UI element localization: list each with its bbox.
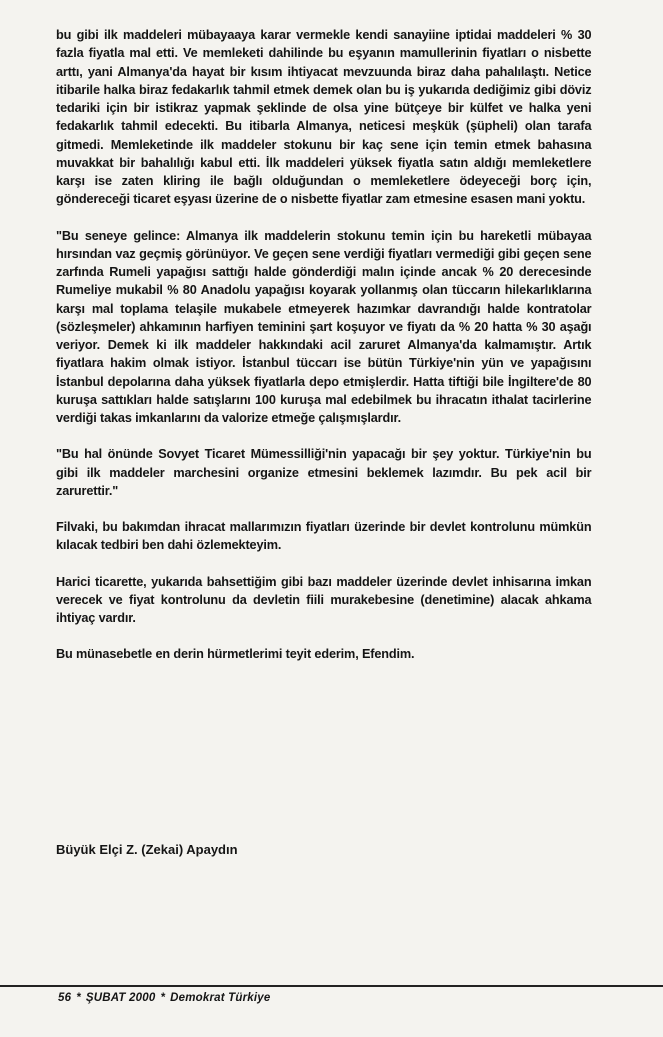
issue-date: ŞUBAT 2000: [85, 992, 156, 1004]
paragraph-6: Bu münasebetle en derin hürmetlerimi teyit ederim, Efendim.: [56, 646, 415, 662]
paragraph-4: Filvaki, bu bakımdan ihracat mallarımızın fiyatları üzerinde bir devlet kontrolunu mümkün kılacak tedbiri ben dahi özlemekteyim.: [56, 519, 592, 553]
page-footer: [58, 992, 270, 1004]
article-body: [56, 26, 591, 674]
paragraph-2: "Bu seneye gelince: Almanya ilk maddelerin stokunu temin için bu hareketli mübayaa hırsından vaz geçmiş görünüyor. Ve geçen sene verdiği fiyatları vermediği gibi geçen sene zarfında Rumeli yapağısı sattığı halde gönderdiği malın içinde ancak % 20 derecesinde Rumeliye mukabil % 80 Anadolu yapağısı koyarak yollanmış olan tüccarın hilekarlıklarına karşı mal toplama telaşile mukabele etmeyerek hazımkar davrandığı halde kontratolar (sözleşmeler) ahkamının harfiyen teminini şart koşuyor ve fiyatı da % 20 hatta % 30 aşağı veriyor. Demek ki ilk maddeler hakkındaki acil zaruret Almanya'da kalmamıştır. Artık fiyatlara hakim olmak istiyor. İstanbul tüccarı ise bütün Türkiye'nin yün ve yapağısını İstanbul depolarına daha yüksek fiyatlarla depo etmişlerdir. Hatta tiftiği bile İngiltere'de 80 kuruşa sattıkları halde satışlarını 100 kuruşa mal edebilmek bu ihracatın ithalat tacirlerine verdiği takas imkanlarını da valorize etmeğe çalışmışlardır.: [56, 227, 592, 425]
page-number: 56: [58, 992, 72, 1004]
footer-separator: *: [76, 992, 81, 1004]
signature-line: Büyük Elçi Z. (Zekai) Apaydın: [56, 842, 238, 857]
paragraph-5: Harici ticarette, yukarıda bahsettiğim gibi bazı maddeler üzerinde devlet inhisarına imkan verecek ve fiyat kontrolunu da devletin fiili murakebesine (denetimine) alacak ahkama ihtiyaç vardır.: [56, 573, 592, 625]
paragraph-1: bu gibi ilk maddeleri mübayaaya karar vermekle kendi sanayiine iptidai maddeleri % 30 fazla fiyatla mal etti. Ve memleketi dahilinde bu eşyanın mamullerinin fiyatları o nisbette arttı, yani Almanya'da hayat bir kısım ihtiyacat mevzuunda biraz daha pahalılaştı. Netice itibarile halka biraz fedakarlık tahmil etmek demek olan bu iş yukarıda dediğimiz gibi döviz tedariki için bir istikraz yapmak şeklinde de olsa yine bütçeye bir külfet ve halka yeni fedakarlık tahmil edecekti. Bu itibarla Almanya, neticesi meşkük (şüpheli) olan tarafa gitmedi. Memleketinde ilk maddeler stokunu bir kaç sene için temin etmek bahasına muvakkat bir bahalılığı kabul etti. İlk maddeleri yüksek fiyatla satın aldığı memleketlere karşı ise zaten kliring ile bağlı olduğundan o memleketlere ödeyeceği borç için, göndereceği ticaret eşyası üzerine de o nisbette fiyatlar zam etmesine esasen mani yoktu.: [56, 27, 592, 207]
footer-separator: *: [160, 992, 166, 1004]
footer-rule: [0, 985, 663, 987]
magazine-name: Demokrat Türkiye: [170, 992, 271, 1004]
paragraph-3: "Bu hal önünde Sovyet Ticaret Mümessilliği'nin yapacağı bir şey yoktur. Türkiye'nin bu gibi ilk maddeler marchesini organize etmesini beklemek lazımdır. Bu pek acil bir zarurettir.": [56, 446, 592, 498]
